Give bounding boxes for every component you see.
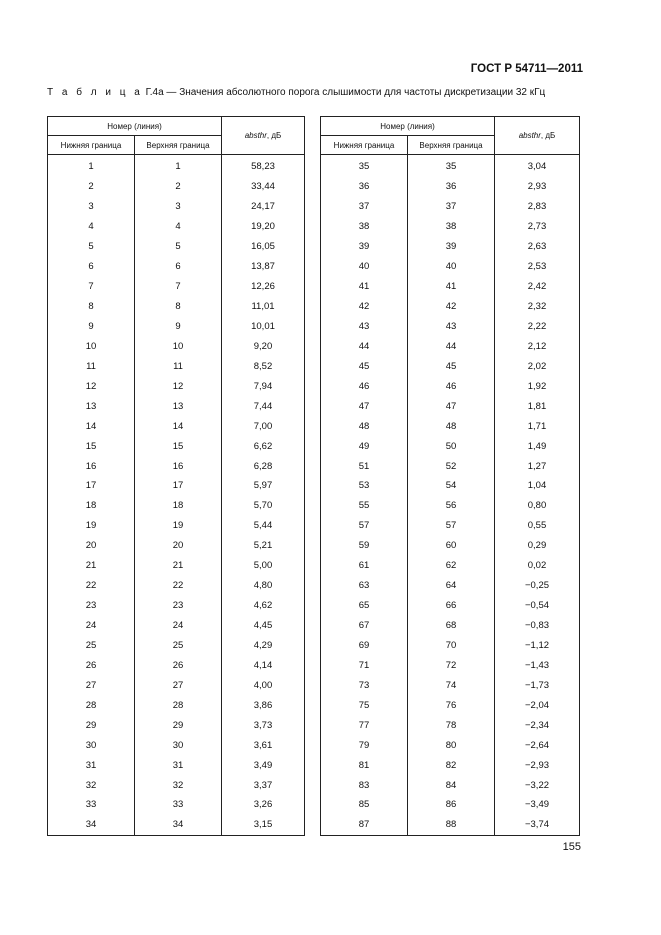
- lower-bound-cell: 61: [321, 556, 408, 576]
- table-row: [321, 476, 580, 496]
- threshold-value-cell: 6,28: [222, 456, 305, 476]
- threshold-value-cell: 7,00: [222, 416, 305, 436]
- lower-bound-cell: 3: [48, 197, 135, 217]
- threshold-value-cell: 1,81: [495, 396, 580, 416]
- standard-number: ГОСТ Р 54711—2011: [470, 63, 583, 75]
- table-row: [321, 277, 580, 297]
- table-row: [48, 576, 305, 596]
- threshold-value-cell: 1,27: [495, 456, 580, 476]
- value-header: [495, 117, 580, 155]
- upper-bound-cell: 66: [408, 596, 495, 616]
- threshold-value-cell: 2,53: [495, 257, 580, 277]
- lower-bound-cell: 41: [321, 277, 408, 297]
- threshold-value-cell: −1,43: [495, 655, 580, 675]
- lower-bound-cell: 55: [321, 496, 408, 516]
- upper-bound-cell: 64: [408, 576, 495, 596]
- lower-bound-cell: 43: [321, 317, 408, 337]
- lower-bound-cell: 9: [48, 317, 135, 337]
- table-row: [48, 476, 305, 496]
- threshold-value-cell: 4,62: [222, 596, 305, 616]
- upper-bound-cell: 72: [408, 655, 495, 675]
- table-row: [321, 436, 580, 456]
- table-row: [321, 715, 580, 735]
- table-row: [321, 177, 580, 197]
- table-row: [48, 735, 305, 755]
- table-row: [48, 396, 305, 416]
- threshold-value-cell: 4,29: [222, 636, 305, 656]
- lower-bound-cell: 37: [321, 197, 408, 217]
- table-row: [321, 516, 580, 536]
- threshold-value-cell: 13,87: [222, 257, 305, 277]
- upper-bound-cell: 78: [408, 715, 495, 735]
- table-row: [321, 775, 580, 795]
- threshold-value-cell: 2,63: [495, 237, 580, 257]
- table-row: [321, 257, 580, 277]
- lower-bound-cell: 87: [321, 815, 408, 835]
- table-row: [48, 815, 305, 835]
- table-row: [48, 536, 305, 556]
- upper-bound-cell: 38: [408, 217, 495, 237]
- lower-bound-cell: 46: [321, 376, 408, 396]
- lower-bound-header: Нижняя граница: [48, 136, 135, 155]
- lower-bound-cell: 31: [48, 755, 135, 775]
- table-row: [321, 695, 580, 715]
- lower-bound-header: Нижняя граница: [321, 136, 408, 155]
- upper-bound-cell: 48: [408, 416, 495, 436]
- table-row: [48, 636, 305, 656]
- upper-bound-cell: 17: [135, 476, 222, 496]
- threshold-table-right: [320, 116, 580, 836]
- threshold-value-cell: 3,86: [222, 695, 305, 715]
- lower-bound-cell: 16: [48, 456, 135, 476]
- threshold-value-cell: −2,64: [495, 735, 580, 755]
- table-row: [48, 336, 305, 356]
- lower-bound-cell: 14: [48, 416, 135, 436]
- threshold-value-cell: 0,80: [495, 496, 580, 516]
- threshold-value-cell: 4,14: [222, 655, 305, 675]
- upper-bound-cell: 27: [135, 675, 222, 695]
- threshold-value-cell: 33,44: [222, 177, 305, 197]
- lower-bound-cell: 77: [321, 715, 408, 735]
- upper-bound-cell: 74: [408, 675, 495, 695]
- table-body-left: [48, 155, 305, 836]
- lower-bound-cell: 11: [48, 356, 135, 376]
- threshold-value-cell: 2,02: [495, 356, 580, 376]
- upper-bound-header: Верхняя граница: [135, 136, 222, 155]
- threshold-value-cell: 7,94: [222, 376, 305, 396]
- table-row: [321, 536, 580, 556]
- lower-bound-cell: 34: [48, 815, 135, 835]
- table-row: [321, 576, 580, 596]
- threshold-value-cell: 0,55: [495, 516, 580, 536]
- upper-bound-cell: 62: [408, 556, 495, 576]
- lower-bound-cell: 7: [48, 277, 135, 297]
- threshold-value-cell: −1,73: [495, 675, 580, 695]
- group-header: Номер (линия): [321, 117, 495, 136]
- table-row: [48, 416, 305, 436]
- upper-bound-cell: 57: [408, 516, 495, 536]
- value-header-symbol: absthr: [518, 131, 541, 140]
- upper-bound-cell: 9: [135, 317, 222, 337]
- lower-bound-cell: 6: [48, 257, 135, 277]
- table-row: [48, 376, 305, 396]
- threshold-value-cell: 7,44: [222, 396, 305, 416]
- upper-bound-cell: 14: [135, 416, 222, 436]
- threshold-value-cell: 2,93: [495, 177, 580, 197]
- threshold-value-cell: 58,23: [222, 155, 305, 177]
- threshold-value-cell: 5,21: [222, 536, 305, 556]
- table-row: [321, 755, 580, 775]
- lower-bound-cell: 40: [321, 257, 408, 277]
- threshold-value-cell: 6,62: [222, 436, 305, 456]
- upper-bound-cell: 10: [135, 336, 222, 356]
- upper-bound-cell: 54: [408, 476, 495, 496]
- upper-bound-header: Верхняя граница: [408, 136, 495, 155]
- threshold-value-cell: 3,15: [222, 815, 305, 835]
- table-row: [321, 815, 580, 835]
- table-row: [48, 155, 305, 177]
- upper-bound-cell: 5: [135, 237, 222, 257]
- threshold-table-left: [47, 116, 305, 836]
- table-row: [321, 556, 580, 576]
- table-row: [321, 217, 580, 237]
- threshold-value-cell: −2,34: [495, 715, 580, 735]
- upper-bound-cell: 4: [135, 217, 222, 237]
- upper-bound-cell: 31: [135, 755, 222, 775]
- threshold-value-cell: 4,45: [222, 616, 305, 636]
- lower-bound-cell: 75: [321, 695, 408, 715]
- lower-bound-cell: 19: [48, 516, 135, 536]
- table-row: [321, 197, 580, 217]
- lower-bound-cell: 49: [321, 436, 408, 456]
- threshold-value-cell: 2,32: [495, 297, 580, 317]
- lower-bound-cell: 26: [48, 655, 135, 675]
- lower-bound-cell: 20: [48, 536, 135, 556]
- threshold-value-cell: 1,92: [495, 376, 580, 396]
- table-row: [321, 636, 580, 656]
- upper-bound-cell: 42: [408, 297, 495, 317]
- upper-bound-cell: 70: [408, 636, 495, 656]
- upper-bound-cell: 52: [408, 456, 495, 476]
- lower-bound-cell: 81: [321, 755, 408, 775]
- lower-bound-cell: 15: [48, 436, 135, 456]
- threshold-value-cell: 11,01: [222, 297, 305, 317]
- table-row: [48, 217, 305, 237]
- upper-bound-cell: 86: [408, 795, 495, 815]
- value-header-unit: , дБ: [266, 131, 282, 140]
- upper-bound-cell: 13: [135, 396, 222, 416]
- threshold-value-cell: 1,49: [495, 436, 580, 456]
- upper-bound-cell: 26: [135, 655, 222, 675]
- upper-bound-cell: 45: [408, 356, 495, 376]
- threshold-value-cell: −0,83: [495, 616, 580, 636]
- threshold-value-cell: 2,22: [495, 317, 580, 337]
- upper-bound-cell: 12: [135, 376, 222, 396]
- table-row: [48, 317, 305, 337]
- lower-bound-cell: 71: [321, 655, 408, 675]
- upper-bound-cell: 82: [408, 755, 495, 775]
- lower-bound-cell: 44: [321, 336, 408, 356]
- threshold-value-cell: 5,44: [222, 516, 305, 536]
- threshold-value-cell: −2,04: [495, 695, 580, 715]
- upper-bound-cell: 15: [135, 436, 222, 456]
- table-row: [48, 715, 305, 735]
- lower-bound-cell: 38: [321, 217, 408, 237]
- upper-bound-cell: 40: [408, 257, 495, 277]
- table-row: [321, 396, 580, 416]
- table-row: [321, 155, 580, 177]
- threshold-value-cell: 19,20: [222, 217, 305, 237]
- upper-bound-cell: 7: [135, 277, 222, 297]
- upper-bound-cell: 20: [135, 536, 222, 556]
- table-row: [321, 496, 580, 516]
- upper-bound-cell: 34: [135, 815, 222, 835]
- lower-bound-cell: 8: [48, 297, 135, 317]
- upper-bound-cell: 50: [408, 436, 495, 456]
- lower-bound-cell: 36: [321, 177, 408, 197]
- table-row: [321, 416, 580, 436]
- lower-bound-cell: 59: [321, 536, 408, 556]
- lower-bound-cell: 57: [321, 516, 408, 536]
- upper-bound-cell: 39: [408, 237, 495, 257]
- table-row: [321, 317, 580, 337]
- lower-bound-cell: 83: [321, 775, 408, 795]
- upper-bound-cell: 25: [135, 636, 222, 656]
- threshold-value-cell: 2,42: [495, 277, 580, 297]
- table-row: [321, 336, 580, 356]
- table-row: [48, 197, 305, 217]
- upper-bound-cell: 60: [408, 536, 495, 556]
- table-row: [321, 376, 580, 396]
- upper-bound-cell: 35: [408, 155, 495, 177]
- lower-bound-cell: 67: [321, 616, 408, 636]
- upper-bound-cell: 84: [408, 775, 495, 795]
- upper-bound-cell: 2: [135, 177, 222, 197]
- lower-bound-cell: 5: [48, 237, 135, 257]
- lower-bound-cell: 13: [48, 396, 135, 416]
- lower-bound-cell: 1: [48, 155, 135, 177]
- upper-bound-cell: 28: [135, 695, 222, 715]
- threshold-value-cell: 4,80: [222, 576, 305, 596]
- upper-bound-cell: 47: [408, 396, 495, 416]
- table-row: [48, 556, 305, 576]
- upper-bound-cell: 11: [135, 356, 222, 376]
- upper-bound-cell: 80: [408, 735, 495, 755]
- lower-bound-cell: 29: [48, 715, 135, 735]
- upper-bound-cell: 1: [135, 155, 222, 177]
- lower-bound-cell: 10: [48, 336, 135, 356]
- lower-bound-cell: 32: [48, 775, 135, 795]
- upper-bound-cell: 43: [408, 317, 495, 337]
- table-row: [48, 596, 305, 616]
- lower-bound-cell: 63: [321, 576, 408, 596]
- table-row: [321, 596, 580, 616]
- lower-bound-cell: 18: [48, 496, 135, 516]
- lower-bound-cell: 12: [48, 376, 135, 396]
- value-header-unit: , дБ: [540, 131, 556, 140]
- threshold-value-cell: 3,04: [495, 155, 580, 177]
- lower-bound-cell: 23: [48, 596, 135, 616]
- lower-bound-cell: 4: [48, 217, 135, 237]
- threshold-value-cell: 5,00: [222, 556, 305, 576]
- table-row: [48, 356, 305, 376]
- lower-bound-cell: 27: [48, 675, 135, 695]
- threshold-value-cell: 2,12: [495, 336, 580, 356]
- threshold-value-cell: 3,26: [222, 795, 305, 815]
- threshold-value-cell: 9,20: [222, 336, 305, 356]
- upper-bound-cell: 44: [408, 336, 495, 356]
- lower-bound-cell: 69: [321, 636, 408, 656]
- threshold-value-cell: −3,22: [495, 775, 580, 795]
- threshold-value-cell: −0,54: [495, 596, 580, 616]
- lower-bound-cell: 47: [321, 396, 408, 416]
- threshold-value-cell: 3,49: [222, 755, 305, 775]
- table-row: [321, 356, 580, 376]
- table-row: [321, 297, 580, 317]
- lower-bound-cell: 48: [321, 416, 408, 436]
- threshold-value-cell: 2,73: [495, 217, 580, 237]
- upper-bound-cell: 21: [135, 556, 222, 576]
- threshold-value-cell: −3,49: [495, 795, 580, 815]
- table-row: [48, 795, 305, 815]
- threshold-value-cell: 2,83: [495, 197, 580, 217]
- lower-bound-cell: 24: [48, 616, 135, 636]
- upper-bound-cell: 33: [135, 795, 222, 815]
- upper-bound-cell: 16: [135, 456, 222, 476]
- threshold-value-cell: 3,61: [222, 735, 305, 755]
- threshold-value-cell: 1,04: [495, 476, 580, 496]
- threshold-value-cell: 3,73: [222, 715, 305, 735]
- upper-bound-cell: 76: [408, 695, 495, 715]
- upper-bound-cell: 41: [408, 277, 495, 297]
- lower-bound-cell: 73: [321, 675, 408, 695]
- upper-bound-cell: 37: [408, 197, 495, 217]
- table-row: [321, 675, 580, 695]
- upper-bound-cell: 6: [135, 257, 222, 277]
- threshold-value-cell: −3,74: [495, 815, 580, 835]
- lower-bound-cell: 17: [48, 476, 135, 496]
- threshold-value-cell: 0,29: [495, 536, 580, 556]
- threshold-value-cell: −2,93: [495, 755, 580, 775]
- lower-bound-cell: 53: [321, 476, 408, 496]
- upper-bound-cell: 29: [135, 715, 222, 735]
- lower-bound-cell: 25: [48, 636, 135, 656]
- threshold-value-cell: 5,70: [222, 496, 305, 516]
- table-row: [321, 456, 580, 476]
- upper-bound-cell: 56: [408, 496, 495, 516]
- table-row: [321, 616, 580, 636]
- table-row: [48, 755, 305, 775]
- table-row: [321, 795, 580, 815]
- lower-bound-cell: 35: [321, 155, 408, 177]
- table-row: [48, 257, 305, 277]
- table-row: [321, 237, 580, 257]
- table-row: [48, 516, 305, 536]
- table-row: [321, 655, 580, 675]
- table-row: [48, 237, 305, 257]
- lower-bound-cell: 30: [48, 735, 135, 755]
- threshold-value-cell: 8,52: [222, 356, 305, 376]
- table-row: [48, 675, 305, 695]
- threshold-value-cell: 1,71: [495, 416, 580, 436]
- group-header: Номер (линия): [48, 117, 222, 136]
- lower-bound-cell: 51: [321, 456, 408, 476]
- value-header: [222, 117, 305, 155]
- upper-bound-cell: 8: [135, 297, 222, 317]
- table-row: [48, 277, 305, 297]
- lower-bound-cell: 85: [321, 795, 408, 815]
- upper-bound-cell: 3: [135, 197, 222, 217]
- threshold-value-cell: 3,37: [222, 775, 305, 795]
- value-header-symbol: absthr: [244, 131, 267, 140]
- upper-bound-cell: 24: [135, 616, 222, 636]
- upper-bound-cell: 19: [135, 516, 222, 536]
- upper-bound-cell: 46: [408, 376, 495, 396]
- upper-bound-cell: 36: [408, 177, 495, 197]
- lower-bound-cell: 39: [321, 237, 408, 257]
- table-row: [48, 775, 305, 795]
- table-row: [48, 177, 305, 197]
- caption-label: Т а б л и ц а: [47, 87, 143, 98]
- threshold-value-cell: 24,17: [222, 197, 305, 217]
- threshold-value-cell: −1,12: [495, 636, 580, 656]
- threshold-value-cell: 0,02: [495, 556, 580, 576]
- lower-bound-cell: 21: [48, 556, 135, 576]
- page-number: 155: [562, 841, 581, 853]
- upper-bound-cell: 32: [135, 775, 222, 795]
- threshold-value-cell: 5,97: [222, 476, 305, 496]
- lower-bound-cell: 42: [321, 297, 408, 317]
- upper-bound-cell: 68: [408, 616, 495, 636]
- threshold-value-cell: 16,05: [222, 237, 305, 257]
- lower-bound-cell: 28: [48, 695, 135, 715]
- table-row: [321, 735, 580, 755]
- table-row: [48, 297, 305, 317]
- table-row: [48, 496, 305, 516]
- upper-bound-cell: 23: [135, 596, 222, 616]
- upper-bound-cell: 22: [135, 576, 222, 596]
- table-row: [48, 436, 305, 456]
- upper-bound-cell: 30: [135, 735, 222, 755]
- table-row: [48, 616, 305, 636]
- upper-bound-cell: 18: [135, 496, 222, 516]
- threshold-value-cell: 12,26: [222, 277, 305, 297]
- lower-bound-cell: 22: [48, 576, 135, 596]
- table-caption: [47, 87, 545, 98]
- threshold-value-cell: −0,25: [495, 576, 580, 596]
- lower-bound-cell: 33: [48, 795, 135, 815]
- table-row: [48, 456, 305, 476]
- table-row: [48, 655, 305, 675]
- lower-bound-cell: 65: [321, 596, 408, 616]
- lower-bound-cell: 2: [48, 177, 135, 197]
- threshold-value-cell: 10,01: [222, 317, 305, 337]
- table-body-right: [321, 155, 580, 836]
- threshold-value-cell: 4,00: [222, 675, 305, 695]
- lower-bound-cell: 79: [321, 735, 408, 755]
- table-row: [48, 695, 305, 715]
- lower-bound-cell: 45: [321, 356, 408, 376]
- caption-text: Г.4а — Значения абсолютного порога слышимости для частоты дискретизации 32 кГц: [145, 87, 546, 98]
- upper-bound-cell: 88: [408, 815, 495, 835]
